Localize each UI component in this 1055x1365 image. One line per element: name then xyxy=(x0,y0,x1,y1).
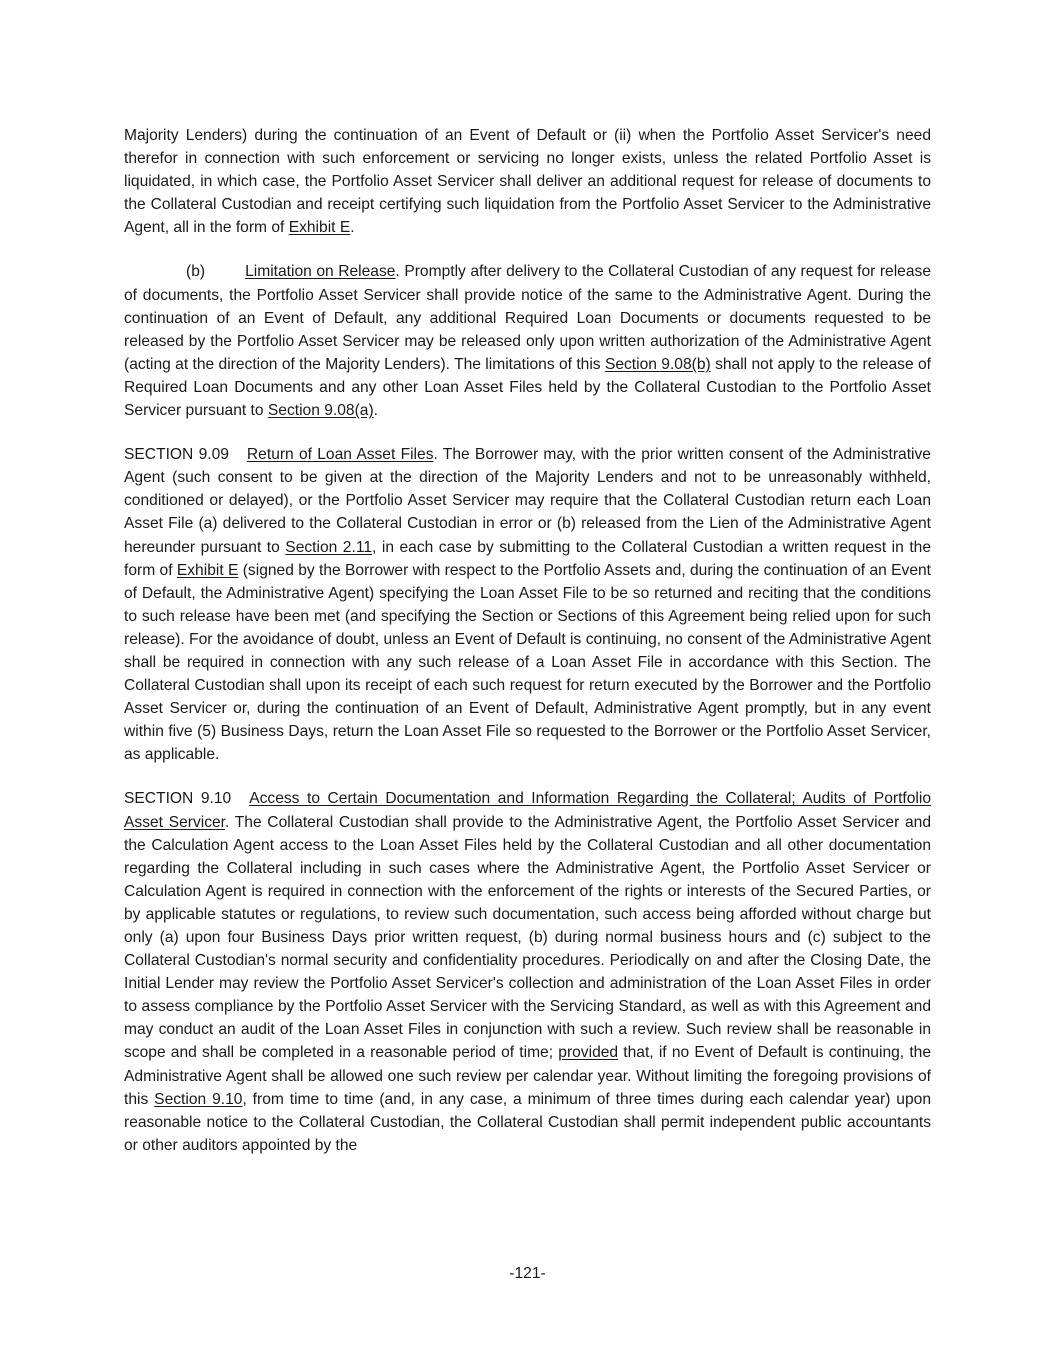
subsection-label: (b) xyxy=(186,263,206,281)
exhibit-e-reference: Exhibit E xyxy=(176,561,239,579)
paragraph-release-continuation: Majority Lenders) during the continuation of an Event of Default or (ii) when the Portfolio Asset Servicer's need therefor in connection with such enforcement or servicing no longer exists, unless the related Portfolio Asset is liquidated, in which case, the Portfolio Asset Servicer shall deliver an additional request for release of documents to the Collateral Custodian and receipt certifying such liquidation from the Portfolio Asset Servicer to the Administrative Agent, all in the form of Exhibit E. xyxy=(124,127,931,237)
text: Majority Lenders) during the continuation of an Event of Default or (ii) when the Portfolio Asset Servicer's need therefor in connection with such enforcement or servicing no longer exists, unless the related Portfolio Asset is liquidated, in which case, the Portfolio Asset Servicer shall deliver an additional request for release of documents to the Collateral Custodian and receipt certifying such liquidation from the Portfolio Asset Servicer to the Administrative Agent, all in the form of xyxy=(124,127,931,237)
subsection-heading: Limitation on Release xyxy=(245,263,396,281)
paragraph-section-9-10: SECTION 9.10 Access to Certain Documentation and Information Regarding the Collateral; Audits of Portfolio Asset Servicer. The Collateral Custodian shall provide to the Administrative Agent, the Portfolio Asset Servicer and the Calculation Agent access to the Loan Asset Files held by the Collateral Custodian and all other documentation regarding the Collateral including in such cases where the Administrative Agent, the Portfolio Asset Servicer or Calculation Agent is required in connection with the enforcement of the rights or interests of the Secured Parties, or by applicable statutes or regulations, to review such documentation, such access being afforded without charge but only (a) upon four Business Days prior written request, (b) during normal business hours and (c) subject to the Collateral Custodian's normal security and confidentiality procedures. Periodically on and after the Closing Date, the Initial Lender may review the Portfolio Asset Servicer's collection and administration of the Loan Asset Files in order to assess compliance by the Portfolio Asset Servicer with the Servicing Standard, as well as with this Agreement and may conduct an audit of the Loan Asset Files in conjunction with such a review. Such review shall be reasonable in scope and shall be completed in a reasonable period of time; provided that, if no Event of Default is continuing, the Administrative Agent shall be allowed one such review per calendar year. Without limiting the foregoing provisions of this Section 9.10, from time to time (and, in any case, a minimum of three times during each calendar year) upon reasonable notice to the Collateral Custodian, the Collateral Custodian shall permit independent public accountants or other auditors appointed by the xyxy=(124,790,932,1154)
section-reference: Section 9.08(a) xyxy=(267,402,374,420)
section-reference: Section 2.11 xyxy=(285,538,373,556)
section-number: SECTION 9.10 xyxy=(124,790,232,808)
document-page xyxy=(124,124,931,1178)
paragraph-limitation-on-release: (b) Limitation on Release. Promptly after delivery to the Collateral Custodian of any request for release of documents, the Portfolio Asset Servicer shall provide notice of the same to the Administrative Agent. During the continuation of an Event of Default, any additional Required Loan Documents or documents requested to be released by the Portfolio Asset Servicer may be released only upon written authorization of the Administrative Agent (acting at the direction of the Majority Lenders). The limitations of this Section 9.08(b) shall not apply to the release of Required Loan Documents and any other Loan Asset Files held by the Collateral Custodian to the Portfolio Asset Servicer pursuant to Section 9.08(a). xyxy=(124,263,932,420)
section-reference: Section 9.08(b) xyxy=(604,355,711,373)
section-heading: Access to Certain Documentation and Information Regarding the Collateral; Audits of Portfolio Asset Servicer xyxy=(124,790,932,831)
section-reference: Section 9.10 xyxy=(154,1090,243,1108)
provided-term: provided xyxy=(558,1044,619,1062)
section-number: SECTION 9.09 xyxy=(124,446,229,464)
section-heading: Return of Loan Asset Files xyxy=(246,446,434,464)
paragraph-section-9-09: SECTION 9.09 Return of Loan Asset Files. The Borrower may, with the prior written consent of the Administrative Agent (such consent to be given at the direction of the Majority Lenders and not to be unreasonably withheld, conditioned or delayed), or the Portfolio Asset Servicer may require that the Collateral Custodian return each Loan Asset File (a) delivered to the Collateral Custodian in error or (b) released from the Lien of the Administrative Agent hereunder pursuant to Section 2.11, in each case by submitting to the Collateral Custodian a written request in the form of Exhibit E (signed by the Borrower with respect to the Portfolio Assets and, during the continuation of an Event of Default, the Administrative Agent) specifying the Loan Asset File to be so returned and reciting that the conditions to such release have been met (and specifying the Section or Sections of this Agreement being relied upon for such release). For the avoidance of doubt, unless an Event of Default is continuing, no consent of the Administrative Agent shall be required in connection with any such release of a Loan Asset File in accordance with this Section. The Collateral Custodian shall upon its receipt of each such request for return executed by the Borrower and the Portfolio Asset Servicer or, during the continuation of an Event of Default, Administrative Agent promptly, but in any event within five (5) Business Days, return the Loan Asset File so requested to the Borrower or the Portfolio Asset Servicer, as applicable. xyxy=(124,446,931,764)
page-number: -121- xyxy=(509,1265,546,1282)
exhibit-e-reference: Exhibit E xyxy=(288,219,351,237)
